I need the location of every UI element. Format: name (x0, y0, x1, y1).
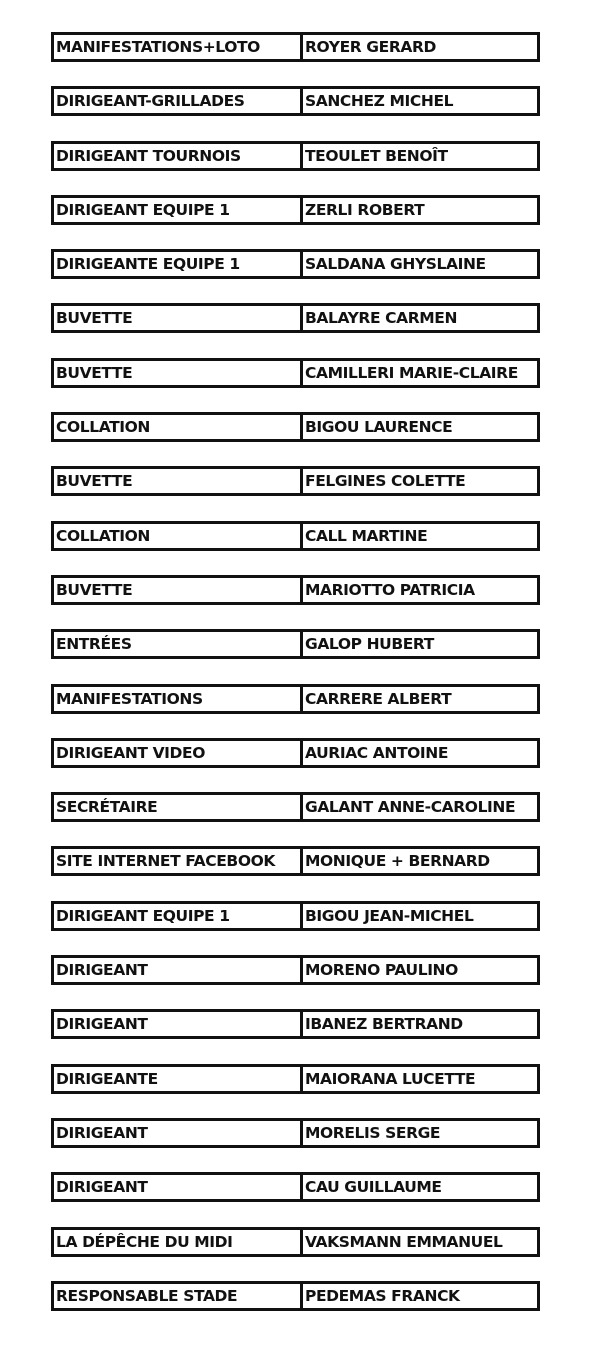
table-row (51, 86, 540, 116)
table-row (51, 1118, 540, 1148)
table-row (51, 738, 540, 768)
table-row (51, 1009, 540, 1039)
role-cell: DIRIGEANT (54, 1012, 303, 1036)
role-cell: COLLATION (54, 524, 303, 548)
name-cell: MONIQUE + BERNARD (305, 852, 490, 871)
table-row (51, 249, 540, 279)
role-cell: BUVETTE (54, 578, 303, 602)
table-row (51, 358, 540, 388)
table-row (51, 629, 540, 659)
name-cell: CAMILLERI MARIE-CLAIRE (305, 363, 518, 382)
table-row (51, 1172, 540, 1202)
name-cell: BIGOU LAURENCE (305, 418, 453, 437)
name-cell: SALDANA GHYSLAINE (305, 255, 486, 274)
table-row (51, 466, 540, 496)
table-row (51, 1281, 540, 1311)
name-cell: GALANT ANNE-CAROLINE (305, 798, 516, 817)
name-cell: CARRERE ALBERT (305, 689, 452, 708)
table-row (51, 1227, 540, 1257)
name-cell: CALL MARTINE (305, 526, 428, 545)
role-cell: DIRIGEANT-GRILLADES (54, 89, 303, 113)
table-row (51, 901, 540, 931)
staff-list (51, 32, 540, 1335)
table-row (51, 303, 540, 333)
name-cell: ZERLI ROBERT (305, 200, 425, 219)
table-row (51, 521, 540, 551)
name-cell: MARIOTTO PATRICIA (305, 580, 475, 599)
role-cell: DIRIGEANT EQUIPE 1 (54, 904, 303, 928)
role-cell: MANIFESTATIONS+LOTO (54, 35, 303, 59)
role-cell: BUVETTE (54, 306, 303, 330)
name-cell: AURIAC ANTOINE (305, 743, 449, 762)
table-row (51, 792, 540, 822)
name-cell: VAKSMANN EMMANUEL (305, 1232, 503, 1251)
role-cell: DIRIGEANT TOURNOIS (54, 144, 303, 168)
role-cell: SITE INTERNET FACEBOOK (54, 849, 303, 873)
role-cell: RESPONSABLE STADE (54, 1284, 303, 1308)
role-cell: DIRIGEANT VIDEO (54, 741, 303, 765)
name-cell: CAU GUILLAUME (305, 1178, 442, 1197)
role-cell: DIRIGEANT (54, 1175, 303, 1199)
role-cell: MANIFESTATIONS (54, 687, 303, 711)
name-cell: IBANEZ BERTRAND (305, 1015, 463, 1034)
role-cell: COLLATION (54, 415, 303, 439)
name-cell: MORENO PAULINO (305, 961, 458, 980)
name-cell: ROYER GERARD (305, 38, 436, 56)
table-row (51, 846, 540, 876)
role-cell: LA DÉPÊCHE DU MIDI (54, 1230, 303, 1254)
role-cell: BUVETTE (54, 361, 303, 385)
role-cell: DIRIGEANT EQUIPE 1 (54, 198, 303, 222)
role-cell: DIRIGEANTE EQUIPE 1 (54, 252, 303, 276)
role-cell: DIRIGEANTE (54, 1067, 303, 1091)
name-cell: FELGINES COLETTE (305, 472, 466, 491)
table-row (51, 412, 540, 442)
role-cell: SECRÉTAIRE (54, 795, 303, 819)
name-cell: BALAYRE CARMEN (305, 309, 458, 328)
name-cell: MORELIS SERGE (305, 1123, 441, 1142)
name-cell: SANCHEZ MICHEL (305, 92, 454, 111)
table-row (51, 195, 540, 225)
table-row (51, 575, 540, 605)
table-row (51, 1064, 540, 1094)
name-cell: PEDEMAS FRANCK (305, 1286, 460, 1305)
table-row (51, 684, 540, 714)
role-cell: BUVETTE (54, 469, 303, 493)
table-row (51, 32, 540, 62)
table-row (51, 141, 540, 171)
name-cell: BIGOU JEAN-MICHEL (305, 906, 474, 925)
table-row (51, 955, 540, 985)
role-cell: DIRIGEANT (54, 958, 303, 982)
name-cell: GALOP HUBERT (305, 635, 434, 654)
name-cell: TEOULET BENOÎT (305, 146, 448, 165)
role-cell: ENTRÉES (54, 632, 303, 656)
name-cell: MAIORANA LUCETTE (305, 1069, 476, 1088)
role-cell: DIRIGEANT (54, 1121, 303, 1145)
